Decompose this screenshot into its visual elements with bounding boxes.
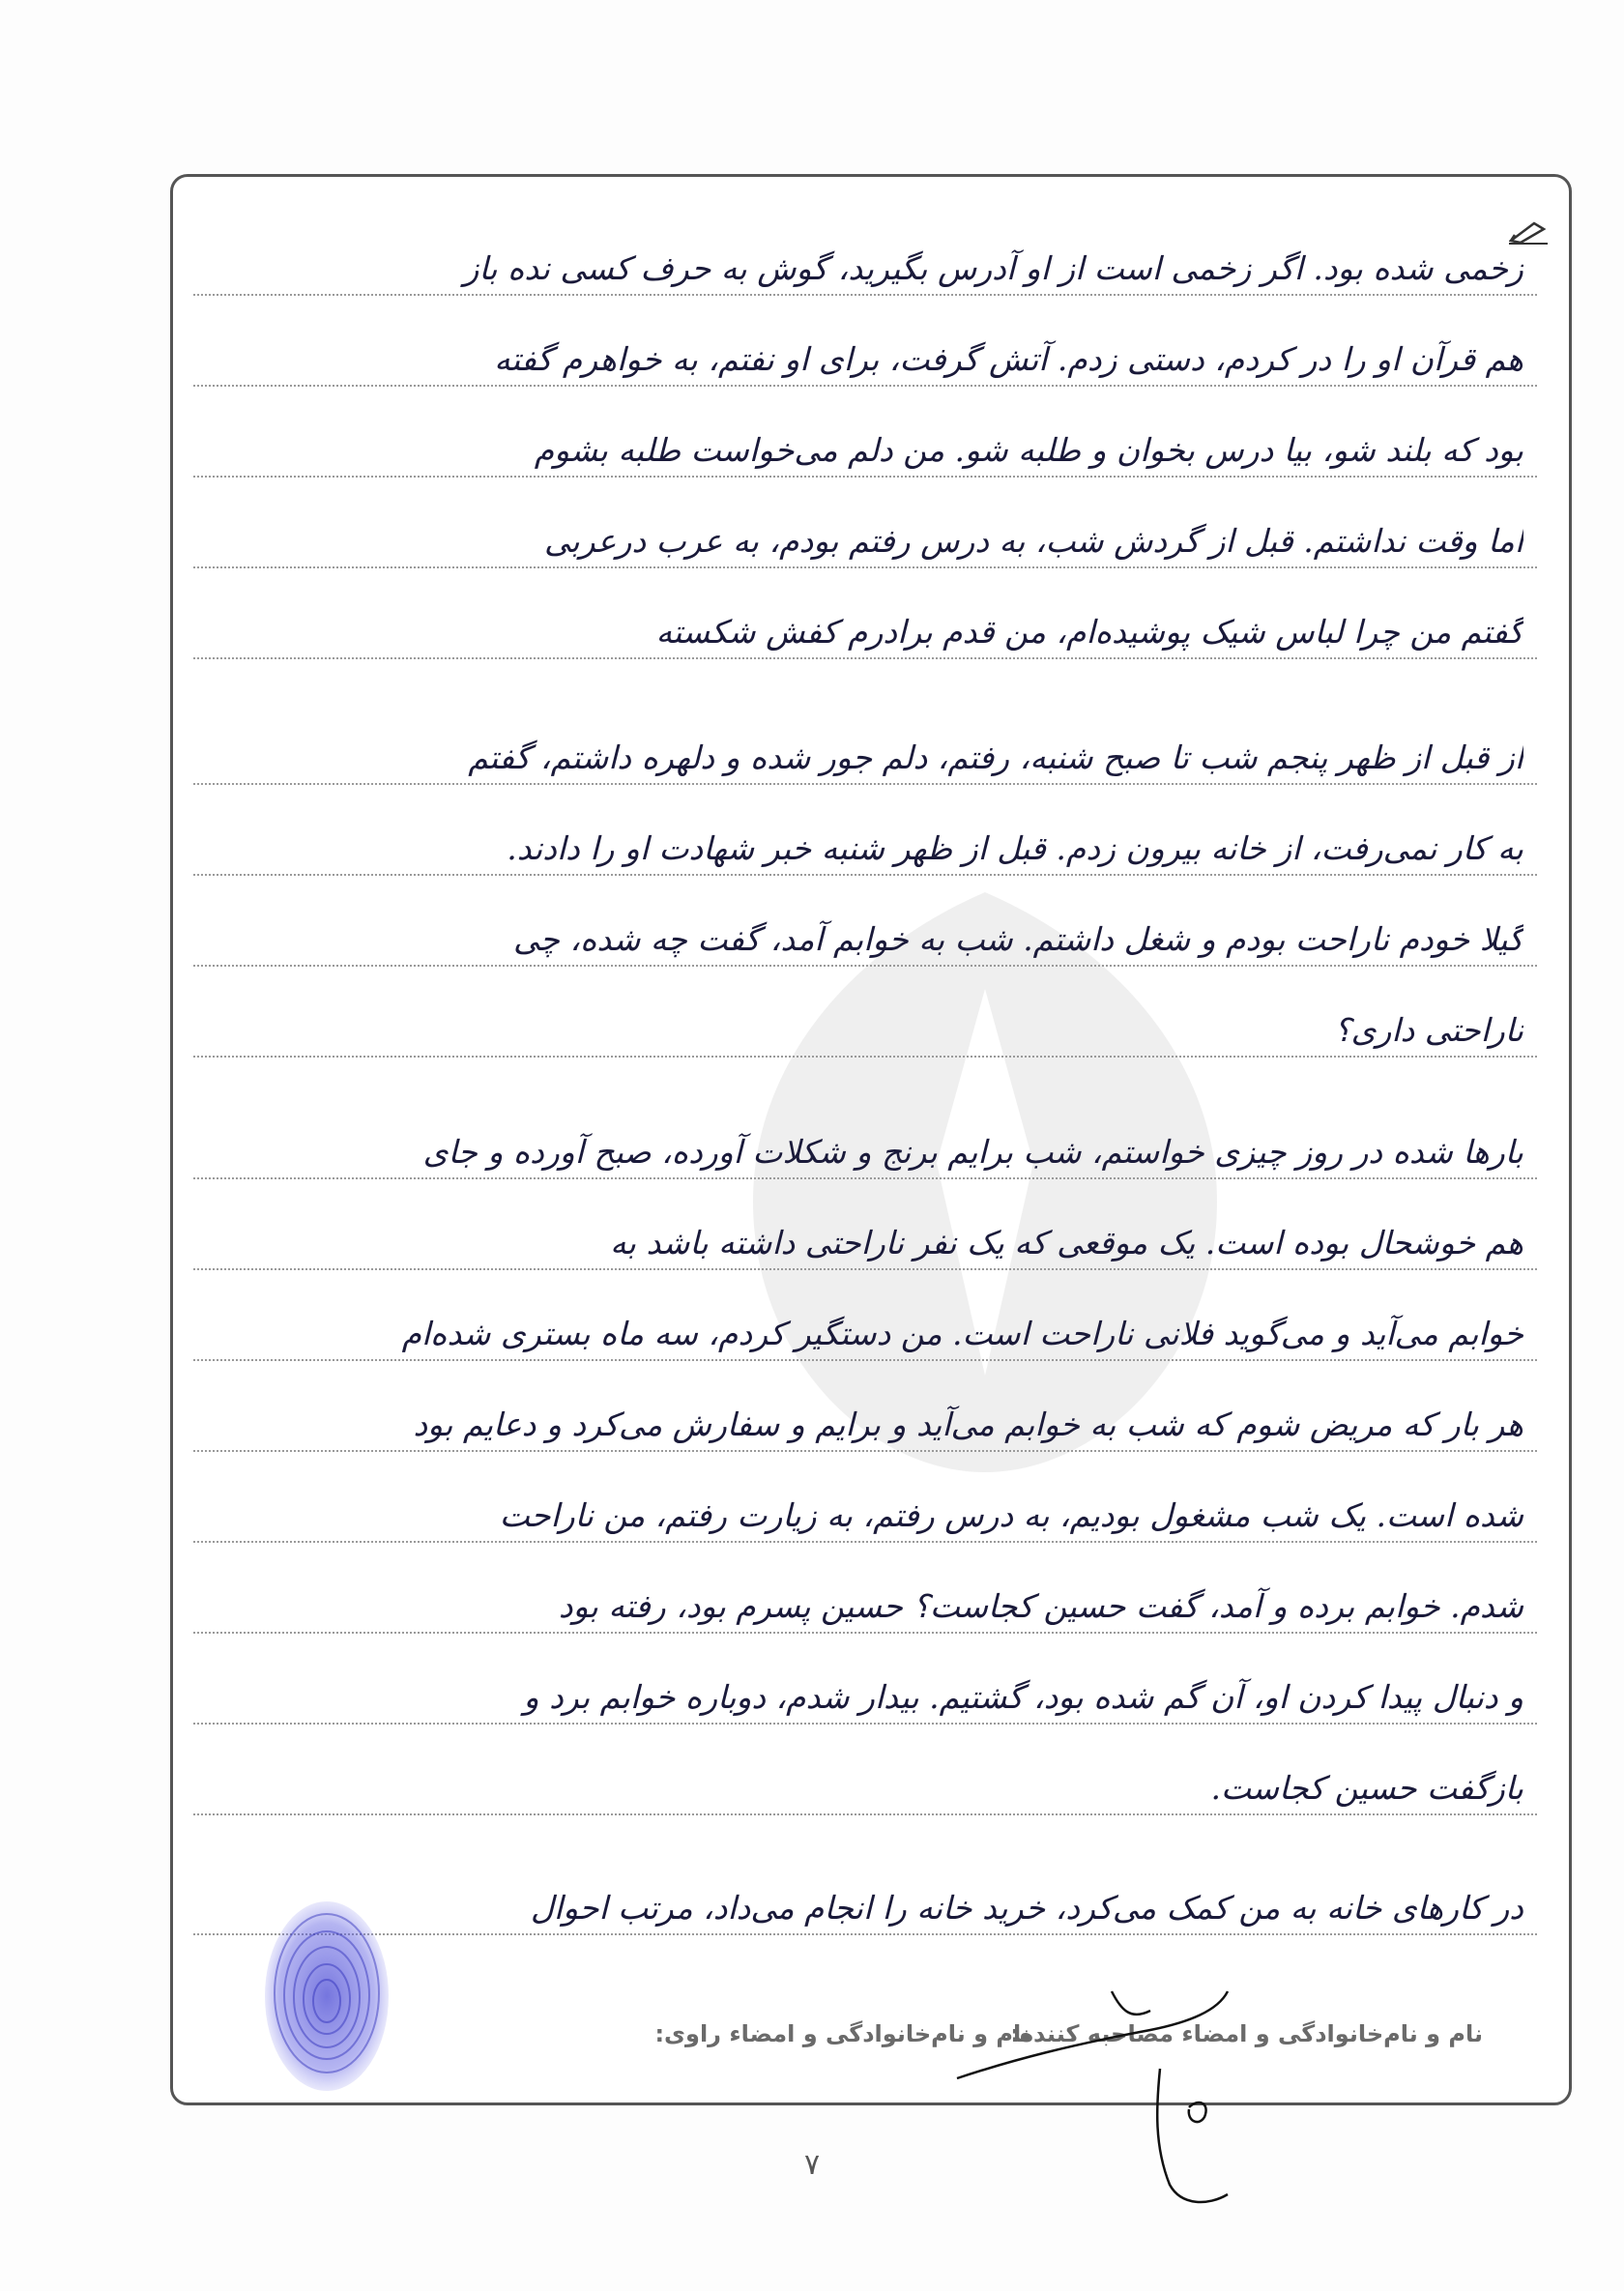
text-line bbox=[193, 795, 1537, 889]
text-line bbox=[193, 1552, 1537, 1647]
text-line bbox=[193, 704, 1537, 798]
line-text: خوابم می‌آید و می‌گوید فلانی ناراحت است. من دستگیر کردم، سه ماه بستری شده‌ام bbox=[401, 1315, 1523, 1352]
text-line bbox=[193, 396, 1537, 491]
interviewer-signature-label: نام و نام‌خانوادگی و امضاء مصاحبه کننده: bbox=[1010, 2020, 1483, 2047]
text-line bbox=[193, 1189, 1537, 1284]
page-number: ۷ bbox=[803, 2148, 821, 2182]
signature-labels bbox=[170, 2020, 1572, 2069]
line-text: هم قرآن او را در کردم، دستی زدم. آتش گرفت، برای او نفتم، به خواهرم گفته bbox=[494, 340, 1523, 378]
line-text: بود که بلند شو، بیا درس بخوان و طلبه شو. من دلم می‌خواست طلبه بشوم bbox=[534, 431, 1523, 469]
line-text: از قبل از ظهر پنجم شب تا صبح شنبه، رفتم، دلم جور شده و دلهره داشتم، گفتم bbox=[468, 739, 1523, 776]
line-text: شده است. یک شب مشغول بودیم، به درس رفتم، به زیارت رفتم، من ناراحت bbox=[499, 1496, 1523, 1534]
text-line bbox=[193, 976, 1537, 1071]
line-text: گیلا خودم ناراحت بودم و شغل داشتم. شب به خوابم آمد، گفت چه شده، چی bbox=[513, 920, 1523, 958]
text-line bbox=[193, 1643, 1537, 1738]
handwritten-lines bbox=[193, 0, 1537, 2291]
line-text: گفتم من چرا لباس شیک پوشیده‌ام، من قدم برادرم کفش شکسته bbox=[655, 613, 1523, 651]
text-line bbox=[193, 1462, 1537, 1556]
text-line bbox=[193, 1280, 1537, 1375]
text-line bbox=[193, 1734, 1537, 1829]
text-line bbox=[193, 215, 1537, 309]
line-text: بارها شده در روز چیزی خواستم، شب برایم برنج و شکلات آورده، صبح آورده و جای bbox=[422, 1133, 1523, 1171]
line-text: اما وقت نداشتم. قبل از گردش شب، به درس رفتم بودم، به عرب درعربی bbox=[543, 522, 1523, 560]
text-line bbox=[193, 1371, 1537, 1465]
line-text: زخمی شده بود. اگر زخمی است از او آدرس بگیرید، گوش به حرف کسی نده باز bbox=[463, 249, 1523, 287]
line-text: به کار نمی‌رفت، از خانه بیرون زدم. قبل از ظهر شنبه خبر شهادت او را دادند. bbox=[507, 829, 1523, 867]
line-text: هر بار که مریض شوم که شب به خوابم می‌آید و برایم و سفارش می‌کرد و دعایم بود bbox=[413, 1406, 1523, 1443]
line-text: بازگفت حسین کجاست. bbox=[1210, 1769, 1523, 1807]
line-text: در کارهای خانه به من کمک می‌کرد، خرید خانه را انجام می‌داد، مرتب احوال bbox=[530, 1889, 1523, 1927]
line-text: هم خوشحال بوده است. یک موقعی که یک نفر ناراحتی داشته باشد به bbox=[610, 1224, 1523, 1262]
text-line bbox=[193, 1854, 1537, 1949]
line-text: ناراحتی داری؟ bbox=[1334, 1011, 1523, 1049]
narrator-signature-label: نام و نام‌خانوادگی و امضاء راوی: bbox=[654, 2020, 1030, 2047]
text-line bbox=[193, 885, 1537, 980]
text-line bbox=[193, 1098, 1537, 1193]
text-line bbox=[193, 305, 1537, 400]
text-line bbox=[193, 578, 1537, 673]
text-line bbox=[193, 487, 1537, 582]
line-text: شدم. خوابم برده و آمد، گفت حسین کجاست؟ حسین پسرم بود، رفته بود bbox=[558, 1587, 1523, 1625]
line-text: و دنبال پیدا کردن او، آن گم شده بود، گشتیم. بیدار شدم، دوباره خوابم برد و bbox=[523, 1678, 1523, 1716]
